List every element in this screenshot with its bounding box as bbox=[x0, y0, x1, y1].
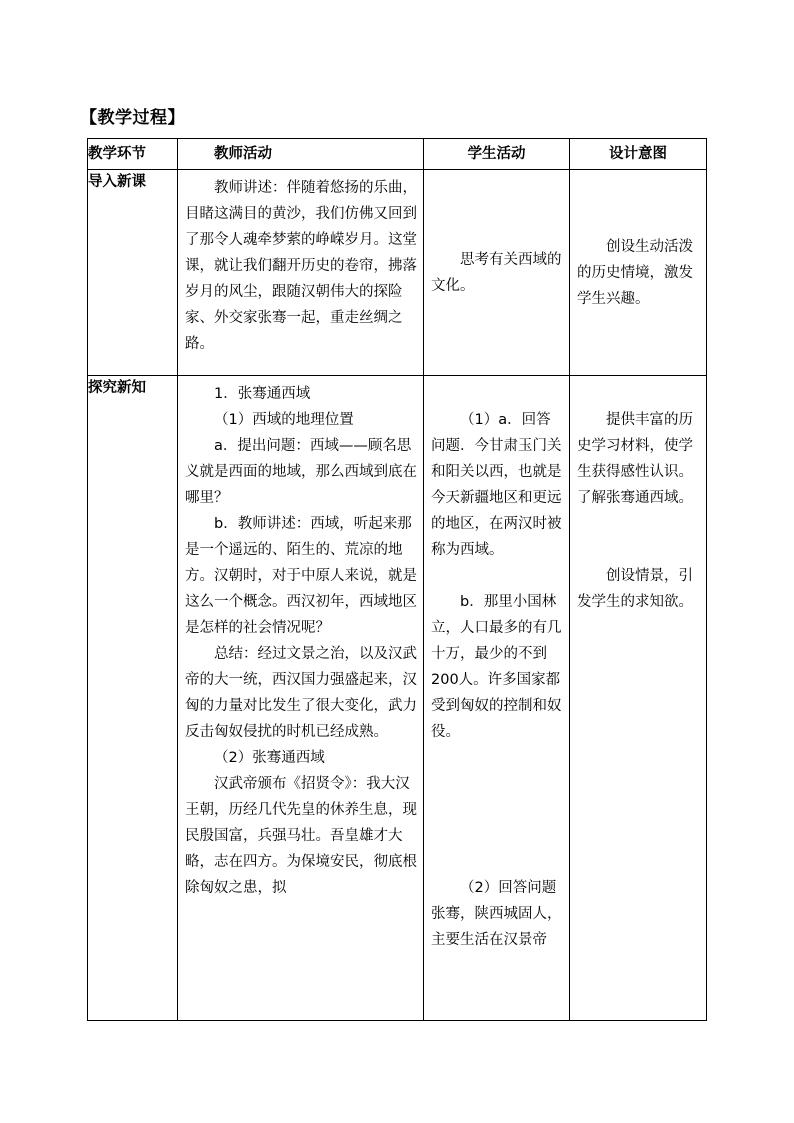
paragraph: b．那里小国林立，人口最多的有几十万，最少的不到200人。许多国家都受到匈奴的控制和奴役。 bbox=[431, 594, 562, 740]
stage-cell: 探究新知 bbox=[88, 376, 178, 1021]
section-heading: 【教学过程】 bbox=[80, 108, 185, 128]
header-student-activity: 学生活动 bbox=[424, 139, 570, 170]
student-activity-cell bbox=[424, 376, 570, 1021]
paragraph: （2）回答问题张骞，陕西城固人，主要生活在汉景帝 bbox=[431, 880, 562, 948]
design-intent-cell bbox=[570, 170, 707, 376]
paragraph: 思考有关西域的文化。 bbox=[431, 251, 562, 294]
paragraph: b．教师讲述：西域，听起来那是一个遥远的、陌生的、荒凉的地方。汉朝时，对于中原人来说，就是这么一个概念。西汉初年，西域地区是怎样的社会情况呢？ bbox=[185, 516, 417, 636]
paragraph: 提供丰富的历史学习材料，使学生获得感性认识。了解张骞通西域。 bbox=[577, 412, 693, 506]
paragraph: （2）张骞通西域 bbox=[214, 750, 325, 766]
paragraph: 总结：经过文景之治，以及汉武帝的大一统，西汉国力强盛起来，汉匈的力量对比发生了很大变化，武力反击匈奴侵扰的时机已经成熟。 bbox=[185, 646, 417, 740]
design-intent-cell bbox=[570, 376, 707, 1021]
teacher-activity-cell bbox=[178, 376, 424, 1021]
teacher-activity-cell bbox=[178, 170, 424, 376]
header-stage: 教学环节 bbox=[88, 139, 178, 170]
lesson-process-table bbox=[87, 138, 707, 1021]
paragraph: （1）a．回答问题．今甘肃玉门关和阳关以西，也就是今天新疆地区和更远的地区，在两汉时被称为西域。 bbox=[431, 412, 562, 558]
table-row bbox=[88, 376, 707, 1021]
paragraph: 创设情景，引发学生的求知欲。 bbox=[577, 568, 693, 610]
paragraph: a．提出问题：西域——顾名思义就是西面的地域，那么西域到底在哪里？ bbox=[185, 438, 417, 506]
table-row bbox=[88, 170, 707, 376]
paragraph: 创设生动活泼的历史情境，激发学生兴趣。 bbox=[577, 238, 693, 307]
paragraph: 教师讲述：伴随着悠扬的乐曲，目睹这满目的黄沙，我们仿佛又回到了那令人魂牵梦萦的峥嵘岁月。这堂课，就让我们翻开历史的卷帘，拂落岁月的风尘，跟随汉朝伟大的探险家、外交家张骞一起，重走丝绸之路。 bbox=[185, 180, 417, 352]
paragraph: 1．张骞通西域 bbox=[214, 386, 311, 402]
header-design-intent: 设计意图 bbox=[570, 139, 707, 170]
student-activity-cell bbox=[424, 170, 570, 376]
paragraph: 汉武帝颁布《招贤令》：我大汉王朝，历经几代先皇的休养生息，现民殷国富，兵强马壮。吾皇雄才大略，志在四方。为保境安民，彻底根除匈奴之患，拟 bbox=[185, 776, 417, 896]
stage-cell: 导入新课 bbox=[88, 170, 178, 376]
header-teacher-activity: 教师活动 bbox=[178, 139, 424, 170]
paragraph: （1）西域的地理位置 bbox=[214, 412, 354, 428]
table-header-row bbox=[88, 139, 707, 170]
